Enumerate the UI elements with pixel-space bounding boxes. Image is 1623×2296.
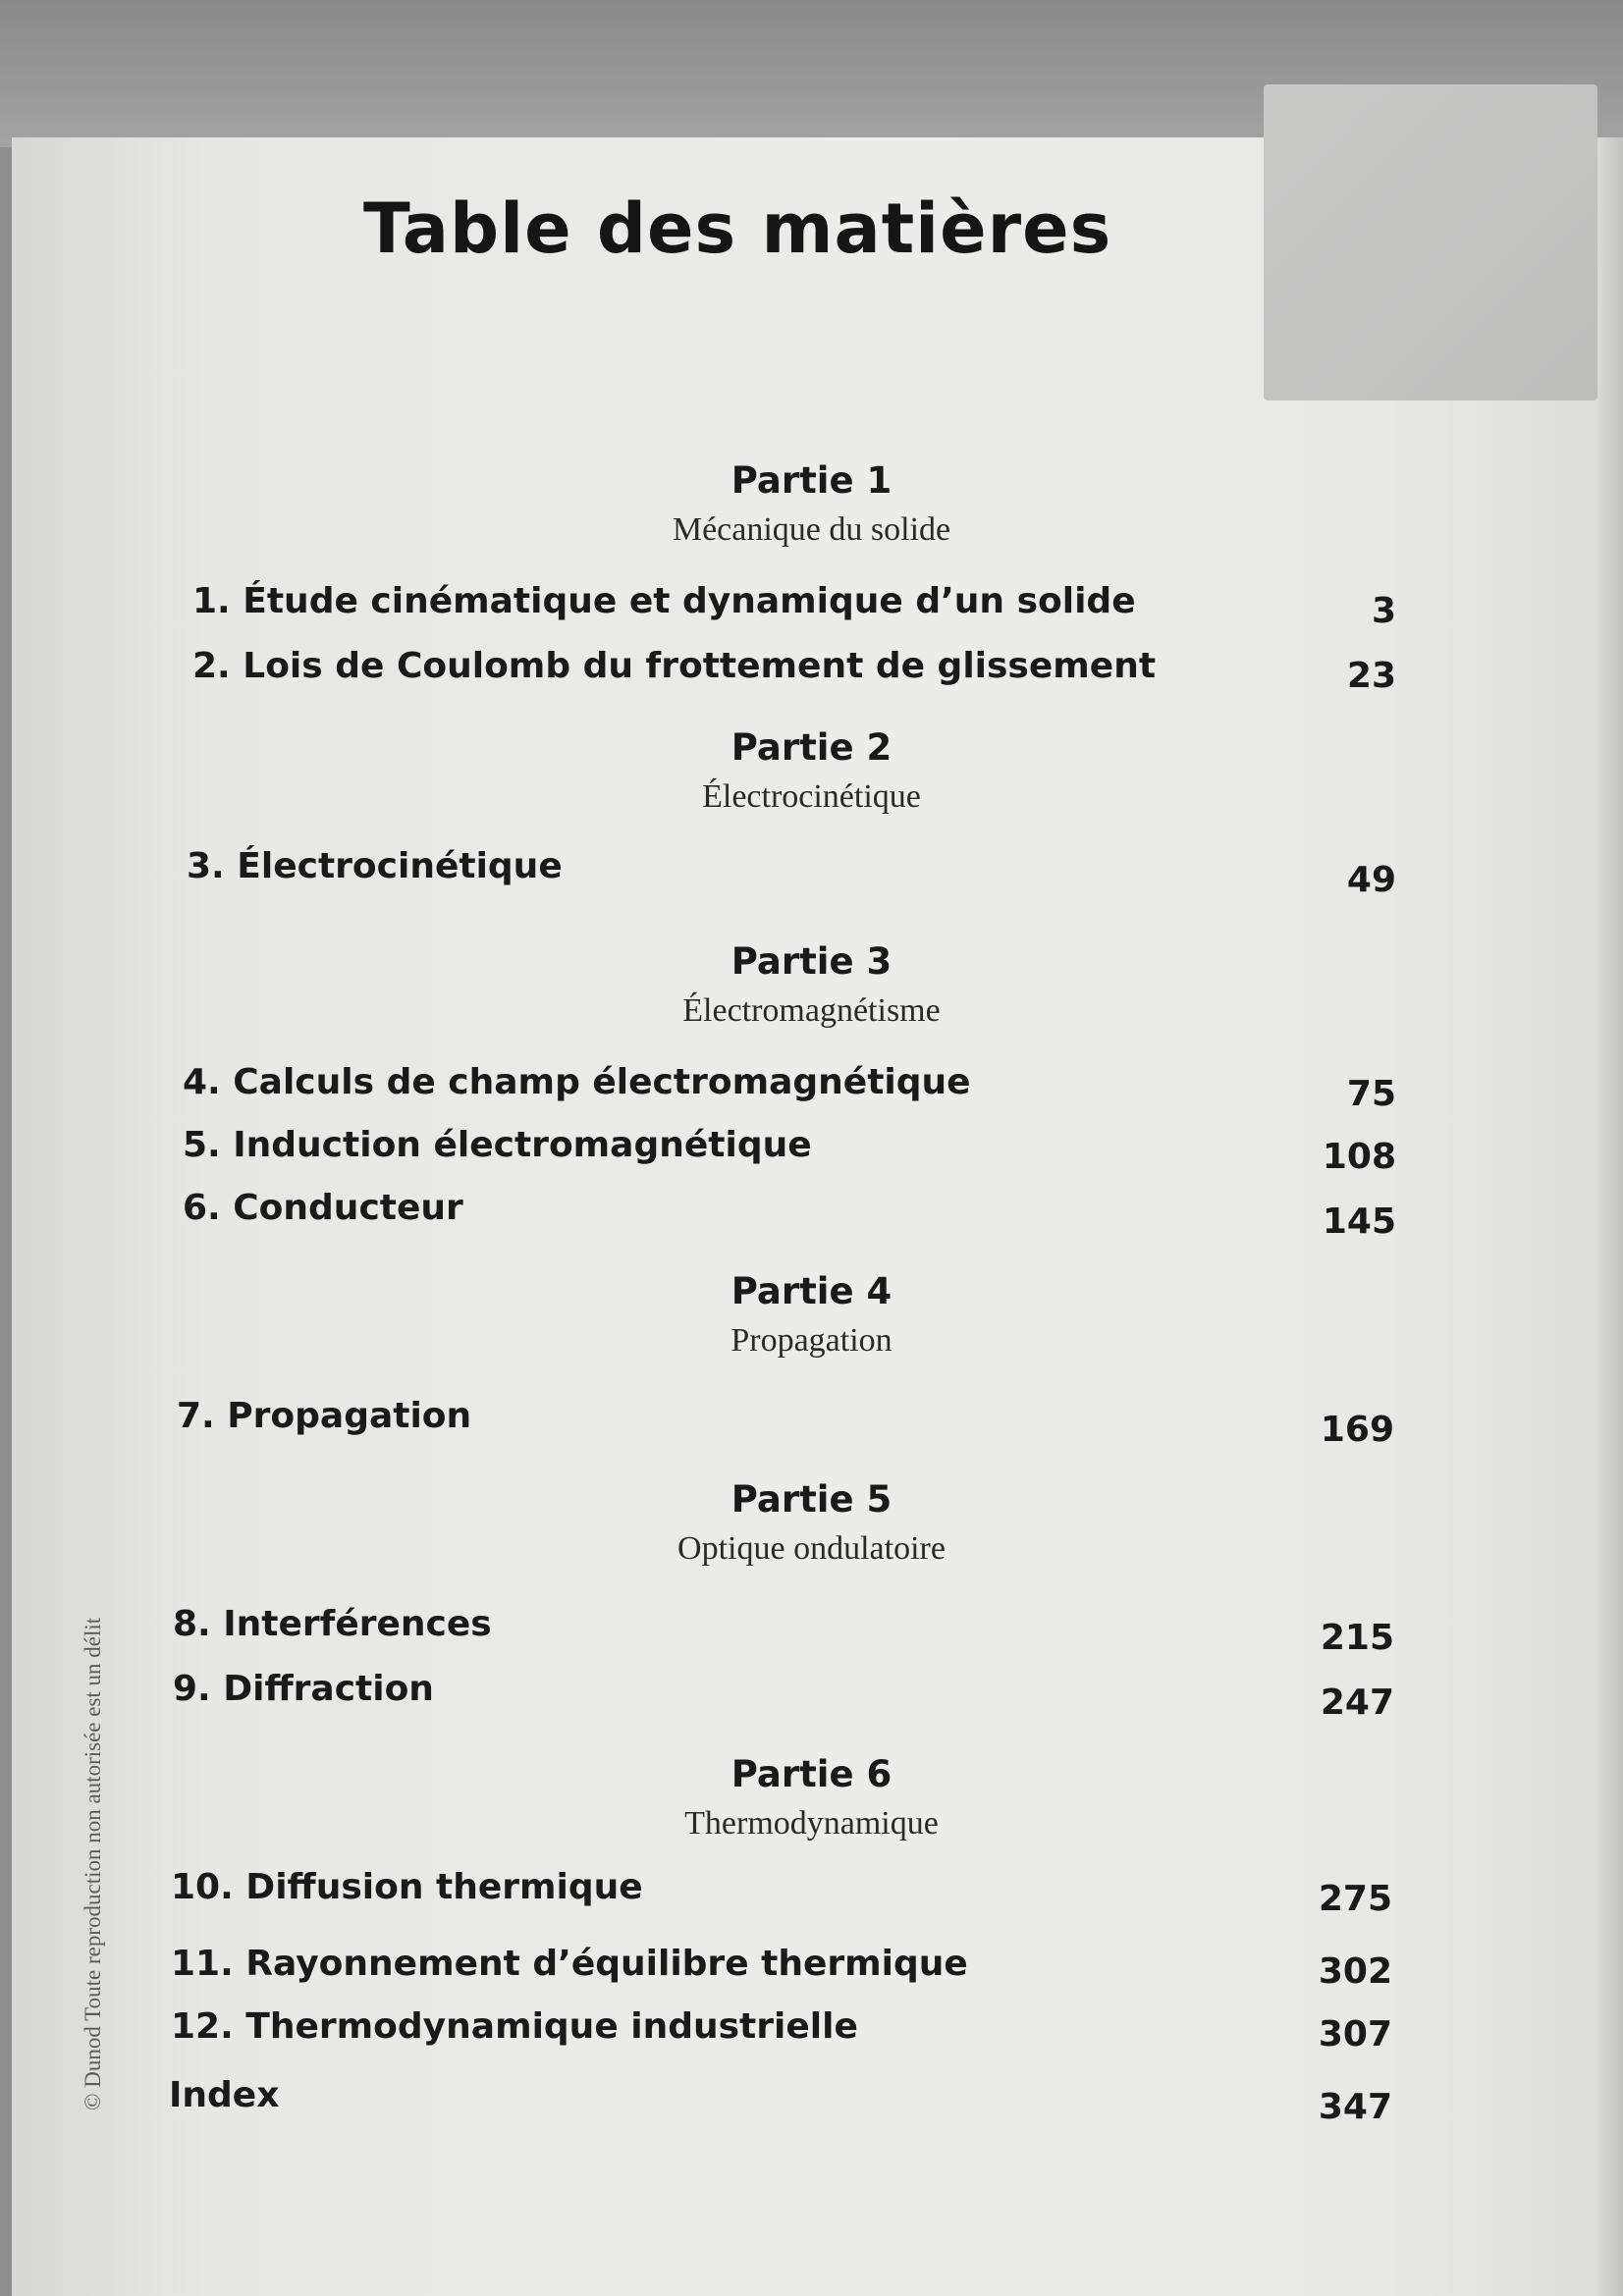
part-subtitle: Électromagnétisme: [682, 992, 941, 1029]
chapter-12-title: 12. Thermodynamique industrielle: [171, 2006, 858, 2047]
index-page: 347: [1318, 2087, 1392, 2127]
chapter-11-title: 11. Rayonnement d’équilibre thermique: [171, 1944, 968, 1984]
chapter-11-page: 302: [1318, 1951, 1392, 1992]
chapter-12-page: 307: [1318, 2014, 1392, 2055]
chapter-10-page: 275: [1318, 1879, 1392, 1919]
chapter-6-title: 6. Conducteur: [183, 1188, 463, 1228]
copyright-notice: © Dunod Toute reproduction non autorisée est un délit: [81, 1617, 105, 2110]
part-subtitle: Mécanique du solide: [672, 511, 951, 548]
chapter-2-page: 23: [1346, 656, 1396, 696]
index-title: Index: [169, 2075, 280, 2115]
chapter-10-title: 10. Diffusion thermique: [171, 1867, 643, 1907]
page-tab-marker: [1264, 84, 1597, 400]
part-label: Partie 3: [730, 940, 893, 983]
chapter-8-page: 215: [1320, 1618, 1394, 1658]
page-title: Table des matières: [363, 188, 1112, 269]
chapter-7-page: 169: [1320, 1410, 1394, 1450]
chapter-1-page: 3: [1371, 591, 1396, 631]
chapter-5-title: 5. Induction électromagnétique: [183, 1125, 812, 1165]
part-label: Partie 5: [730, 1478, 893, 1521]
part-subtitle: Propagation: [730, 1322, 893, 1359]
part-1-heading: [0, 459, 1623, 549]
part-5-heading: [0, 1478, 1623, 1568]
part-subtitle: Optique ondulatoire: [677, 1530, 946, 1567]
chapter-5-page: 108: [1322, 1137, 1396, 1177]
chapter-8-title: 8. Interférences: [173, 1604, 492, 1644]
part-label: Partie 1: [730, 459, 893, 502]
part-3-heading: [0, 940, 1623, 1030]
chapter-3-page: 49: [1346, 860, 1396, 900]
chapter-4-title: 4. Calculs de champ électromagnétique: [183, 1062, 971, 1102]
part-subtitle: Électrocinétique: [702, 778, 921, 815]
chapter-6-page: 145: [1322, 1201, 1396, 1242]
part-label: Partie 6: [730, 1753, 893, 1795]
chapter-4-page: 75: [1346, 1074, 1396, 1114]
chapter-1-title: 1. Étude cinématique et dynamique d’un solide: [192, 581, 1136, 621]
part-subtitle: Thermodynamique: [684, 1805, 939, 1842]
part-6-heading: [0, 1753, 1623, 1842]
part-label: Partie 2: [730, 726, 893, 769]
chapter-9-title: 9. Diffraction: [173, 1669, 434, 1709]
chapter-7-title: 7. Propagation: [177, 1396, 472, 1436]
part-2-heading: [0, 726, 1623, 816]
part-label: Partie 4: [730, 1270, 893, 1312]
chapter-9-page: 247: [1320, 1682, 1394, 1723]
part-4-heading: [0, 1270, 1623, 1360]
chapter-2-title: 2. Lois de Coulomb du frottement de glissement: [192, 646, 1157, 686]
chapter-3-title: 3. Électrocinétique: [187, 846, 563, 886]
